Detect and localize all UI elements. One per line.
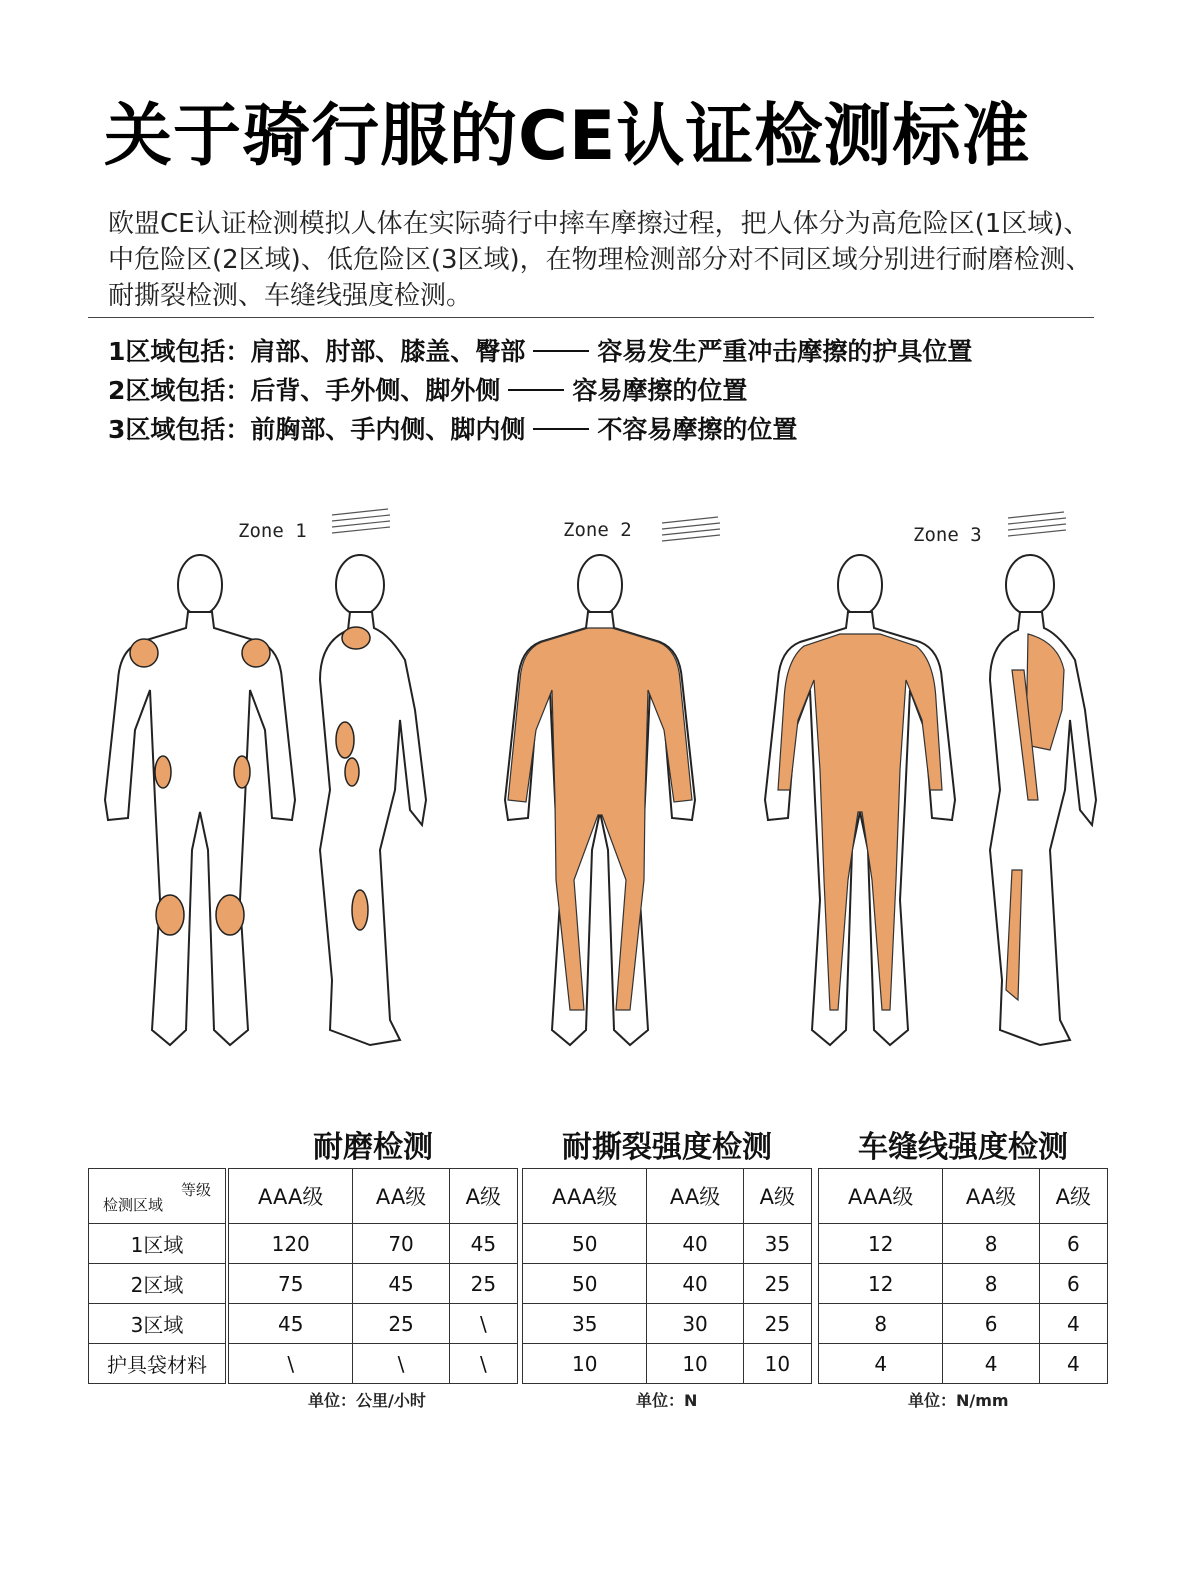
section-title-seam: 车缝线强度检测 [858,1130,1068,1165]
abrasion-table [228,1168,518,1384]
table-cell: 35 [743,1224,811,1264]
table-cell: 10 [523,1344,647,1384]
dash-line [533,350,589,352]
unit-label-seam: 单位：N/mm [908,1391,1009,1410]
table-cell: 120 [229,1224,353,1264]
corner-header [89,1169,226,1224]
table-cell: 8 [943,1224,1039,1264]
zone-2-label: Zone 2 [563,519,632,541]
table-cell: 50 [523,1224,647,1264]
zone-item-suffix: 不容易摩擦的位置 [597,415,798,444]
corner-bottom-label: 检测区域 [103,1196,164,1214]
zone-1-label: Zone 1 [238,520,307,542]
table-cell: 6 [943,1304,1039,1344]
table-cell: 6 [1039,1224,1107,1264]
grade-header: A级 [743,1169,811,1224]
hatch-mark [660,515,722,543]
row-label: 1区域 [89,1224,226,1264]
corner-top-label: 等级 [180,1181,211,1199]
grade-header: AA级 [647,1169,743,1224]
table-cell: 25 [353,1304,449,1344]
row-label: 护具袋材料 [89,1344,226,1384]
row-label: 2区域 [89,1264,226,1304]
table-cell: \ [449,1344,517,1384]
grade-header: AA级 [353,1169,449,1224]
table-cell: 70 [353,1224,449,1264]
dash-line [533,428,589,430]
grade-header: A级 [1039,1169,1107,1224]
table-cell: 4 [1039,1344,1107,1384]
table-cell: 12 [819,1264,943,1304]
table-cell: 8 [943,1264,1039,1304]
hatch-mark [1006,510,1068,538]
seam-table [818,1168,1108,1384]
zone-item-2 [108,371,972,410]
zone-item-suffix: 容易发生严重冲击摩擦的护具位置 [597,337,973,366]
zone-3-label: Zone 3 [913,524,982,546]
table-cell: 75 [229,1264,353,1304]
table-cell: \ [229,1344,353,1384]
table-cell: 10 [647,1344,743,1384]
table-cell: 50 [523,1264,647,1304]
row-label: 3区域 [89,1304,226,1344]
table-cell: 4 [819,1344,943,1384]
zone-item-prefix: 2区域包括：后背、手外侧、脚外侧 [108,376,501,405]
zone-item-1 [108,332,972,371]
table-cell: 10 [743,1344,811,1384]
grade-header: AA级 [943,1169,1039,1224]
dash-line [508,389,564,391]
table-cell: 45 [353,1264,449,1304]
table-cell: 30 [647,1304,743,1344]
grade-header: AAA级 [229,1169,353,1224]
tear-table [522,1168,812,1384]
divider [88,317,1094,318]
table-cell: 40 [647,1224,743,1264]
table-cell: 25 [743,1304,811,1344]
hatch-mark [330,507,392,535]
zone-item-prefix: 1区域包括：肩部、肘部、膝盖、臀部 [108,337,526,366]
unit-label-abrasion: 单位：公里/小时 [308,1391,426,1410]
section-title-tear: 耐撕裂强度检测 [562,1130,772,1165]
table-cell: 25 [743,1264,811,1304]
table-cell: 35 [523,1304,647,1344]
table-cell: 25 [449,1264,517,1304]
table-cell: 4 [943,1344,1039,1384]
zone-figures-illustration [100,540,1100,1050]
table-cell: 12 [819,1224,943,1264]
table-cell: 40 [647,1264,743,1304]
table-cell: 6 [1039,1264,1107,1304]
unit-label-tear: 单位：N [636,1391,698,1410]
grade-header: AAA级 [819,1169,943,1224]
table-cell: 4 [1039,1304,1107,1344]
table-cell: \ [449,1304,517,1344]
table-cell: 45 [229,1304,353,1344]
table-cell: \ [353,1344,449,1384]
zone-item-prefix: 3区域包括：前胸部、手内侧、脚内侧 [108,415,526,444]
table-cell: 45 [449,1224,517,1264]
grade-header: AAA级 [523,1169,647,1224]
zone-item-suffix: 容易摩擦的位置 [572,376,748,405]
intro-paragraph: 欧盟CE认证检测模拟人体在实际骑行中摔车摩擦过程，把人体分为高危险区(1区域)、中危险区(2区域)、低危险区(3区域)，在物理检测部分对不同区域分别进行耐磨检测、耐撕裂检测、车缝线强度检测。 [108,209,1092,311]
zone-list [108,332,972,449]
grade-header: A级 [449,1169,517,1224]
row-label-table [88,1168,226,1384]
zone-item-3 [108,410,972,449]
section-title-abrasion: 耐磨检测 [313,1130,433,1165]
page-title: 关于骑行服的CE认证检测标准 [104,97,1031,176]
table-cell: 8 [819,1304,943,1344]
